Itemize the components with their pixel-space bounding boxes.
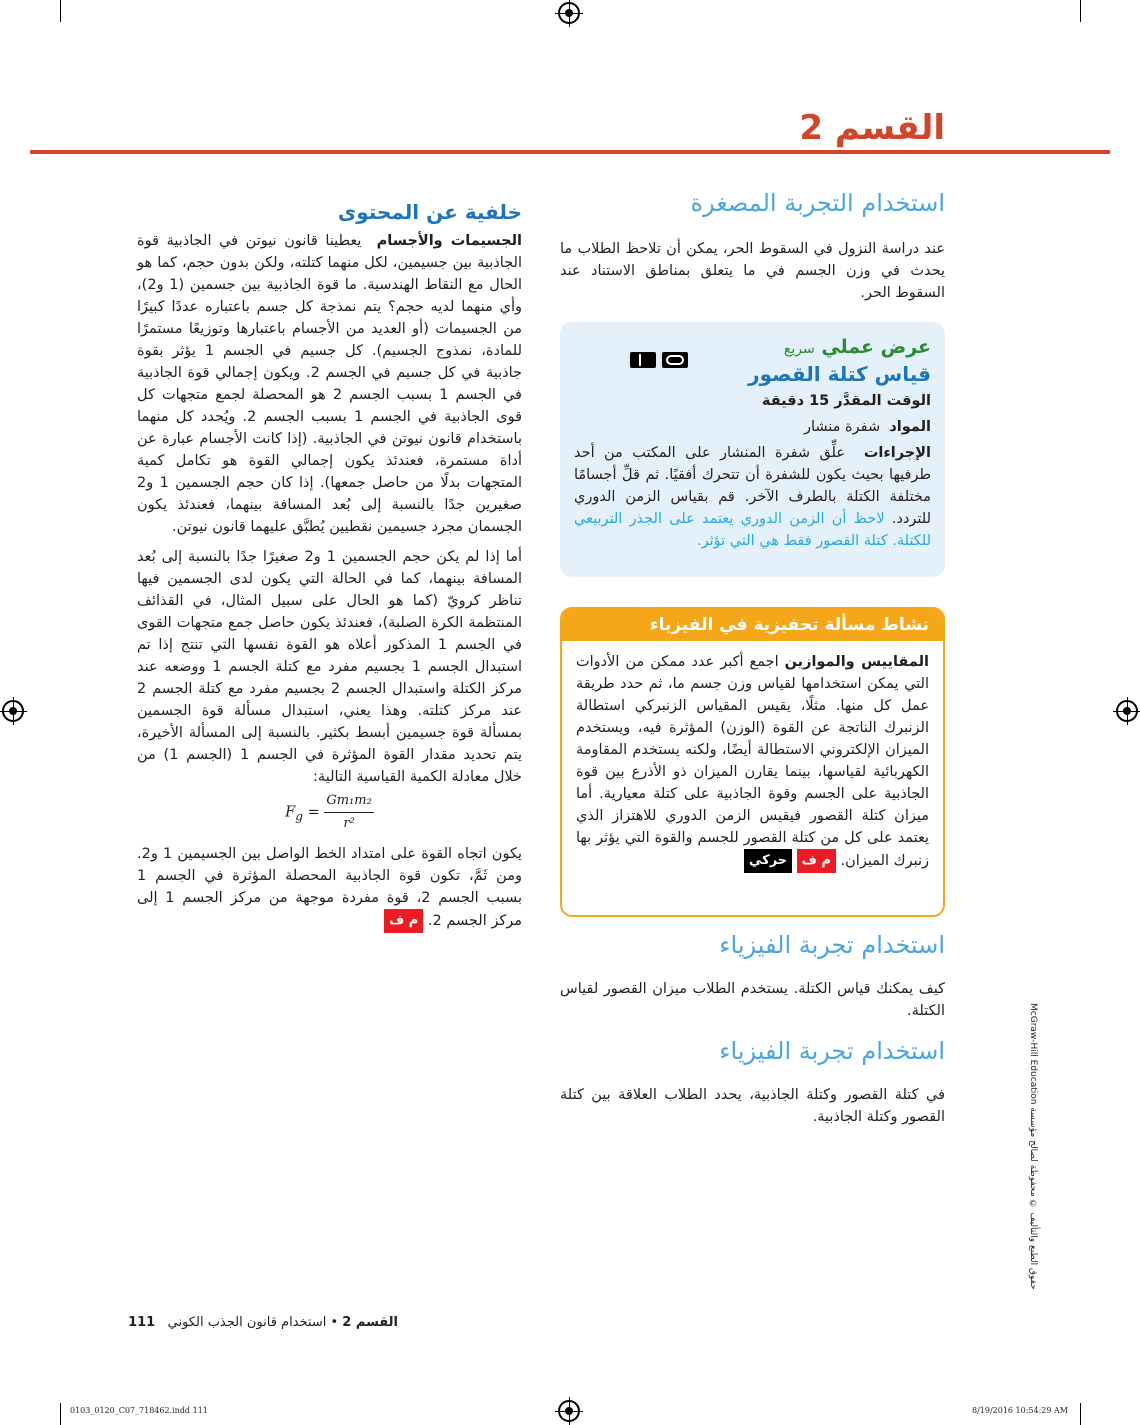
challenge-title: نشاط مسألة تحفيزية في الفيزياء — [562, 609, 943, 641]
file-slug: 0103_0120_C07_718462.indd 111 — [70, 1406, 208, 1415]
demo-icons — [630, 352, 688, 368]
quick-demo-box — [560, 322, 945, 577]
right-column-lower — [560, 930, 945, 1128]
right-column — [560, 188, 945, 304]
crop-mark — [1080, 1403, 1081, 1425]
physics-challenge-box — [560, 607, 945, 917]
section-title: استخدام التجربة المصغرة — [690, 189, 945, 217]
section-title: استخدام تجربة الفيزياء — [719, 931, 945, 959]
paragraph-term: الجسيمات والأجسام — [376, 233, 523, 249]
demo-materials: المواد شفرة منشار — [803, 419, 931, 435]
demo-title: قياس كتلة القصور — [748, 362, 931, 386]
section-text: كيف يمكنك قياس الكتلة. يستخدم الطلاب ميزان القصور لقياس الكتلة. — [560, 981, 945, 1019]
left-column — [137, 200, 522, 933]
challenge-term: المقاييس والموازين — [784, 654, 929, 670]
content-background-heading: خلفية عن المحتوى — [337, 200, 522, 224]
tag-kinesthetic: حركي — [744, 849, 792, 873]
section-text: عند دراسة النزول في السقوط الحر، يمكن أن تلاحظ الطلاب ما يحدث في وزن الجسم في ما يتعلق بمناطق الاستناد عند السقوط الحر. — [560, 241, 945, 301]
registration-mark-icon — [2, 700, 24, 722]
crop-mark — [60, 1403, 61, 1425]
challenge-text: اجمع أكبر عدد ممكن من الأدوات التي يمكن استخدامها لقياس وزن جسم ما، ثم حدد طريقة عمل كل منها. مثلًا، يقيس المقياس الزنبركي استطالة الزنبرك الناتجة عن القوة (الوزن) المؤثرة فيه، ويستخدم الميزان الإلكتروني الاستطالة أيضًا، ولكنه يستخدم المقاومة الكهربائية لقياسها، بينما يقارن الميزان ذو الأذرع بين قوة الجاذبية على الجسم وقوة الجاذبية على كتلة معيارية. أما ميزان كتلة القصور فيقيس الزمن الدوري للاهتزاز الذي يعتمد على كل من كتلة القصور للجسم والقوة التي يؤثر بها زنبرك الميزان. — [576, 654, 929, 869]
gravity-formula: $F_g$ = $\frac{\text{Gm₁m₂}}{\text{r²}}$ — [285, 790, 374, 835]
paragraph: أما إذا لم يكن حجم الجسمين 1 و2 صغيرًا جدًا بالنسبة إلى بُعد المسافة بينهما، كما في الحالة التي يكون لدى الجسمين فيها تناظر كرويّ (كما هو الحال على سبيل المثال، في القذائف المنتظمة الكرة الصلبة)، فعندئذ يكون حاصل جمع متجهات القوى في الجسم 1 المذكور أعلاه هو القوة نفسها التي تنتج إذا تم استبدال الجسم 1 بجسيم مفرد مع كتلة الجسم 1 ووضعه عند مركز الكتلة واستبدال الجسم 2 بجسيم مفرد مع كتلة الجسم 2 عند مركز كتلته. وهذا يعني، استبدال مسألة قوة الجسمين بمسألة قوة جسيمين أبسط بكثير. بالنسبة إلى المسألة الأخيرة، يتم تحديد مقدار القوة المؤثرة في الجسم 1 (الجسم 1) من خلال معادلة الكمية القياسية التالية: — [137, 549, 522, 785]
demo-kicker-small: سريع — [783, 341, 815, 357]
demo-procedure-note: لاحظ أن الزمن الدوري يعتمد على الجذر التربيعي للكتلة. كتلة القصور فقط هي التي تؤثر. — [574, 511, 931, 549]
crop-mark — [60, 0, 61, 22]
chapter-rule — [30, 150, 1110, 154]
registration-mark-icon — [558, 1400, 580, 1422]
tag-mf: م ف — [797, 849, 836, 873]
goggles-icon — [662, 352, 688, 368]
chapter-title: القسم 2 — [799, 108, 945, 148]
demo-kicker: عرض عملي سريع — [783, 336, 931, 358]
crop-mark — [1080, 0, 1081, 22]
paragraph: يكون اتجاه القوة على امتداد الخط الواصل بين الجسيمين 1 و2. ومن ثَمَّ، تكون قوة الجاذبية المحصلة المؤثرة في الجسم 1 بسبب الجسم 2، قوة مفردة موجهة من مركز الجسم 1 إلى مركز الجسم 2. م ف — [137, 843, 522, 933]
section-text: في كتلة القصور وكتلة الجاذبية، يحدد الطلاب العلاقة بين كتلة القصور وكتلة الجاذبية. — [560, 1087, 945, 1125]
tag-mf: م ف — [384, 909, 423, 933]
section-title: استخدام تجربة الفيزياء — [719, 1037, 945, 1065]
page-footer: القسم 2 • استخدام قانون الجذب الكوني 111 — [128, 1315, 398, 1330]
formula-line — [137, 790, 522, 835]
challenge-content — [562, 641, 943, 885]
demo-time: الوقت المقدَّر 15 دقيقة — [761, 393, 931, 409]
plant-icon — [630, 352, 656, 368]
registration-mark-icon — [558, 2, 580, 24]
page-number: 111 — [128, 1315, 156, 1330]
registration-mark-icon — [1116, 700, 1138, 722]
copyright-credit: حقوق الطبع والتأليف © محفوظة لصالح مؤسسة McGraw-Hill Education — [1028, 1003, 1038, 1290]
demo-procedure: الإجراءات علِّق شفرة المنشار على المكتب من أحد طرفيها بحيث يكون للشفرة أن تتحرك أفقيًا. ثم قلِّ أجسامًا مختلفة الكتلة بالطرف الآخر. قم بقياس الزمن الدوري للتردد. لاحظ أن الزمن الدوري يعتمد على الجذر التربيعي للكتلة. كتلة القصور فقط هي التي تؤثر. — [574, 445, 931, 549]
paragraph: الجسيمات والأجسام يعطينا قانون نيوتن في الجاذبية قوة الجاذبية بين جسيمين، لكل منهما كتلته، ولكن بدون حجم، كما هو الحال مع النقاط الهندسية. ما قوة الجاذبية بين جسمين (1 و2)، وأي منهما لديه حجم؟ يتم نمذجة كل جسم باعتباره عددًا كبيرًا من الجسيمات (أو العديد من الأجسام باعتبارها وتوزيعًا مستمرًا للمادة، نمذوج الجسيم). كل جسيم في الجسم 1 يؤثر بقوة جاذبية في كل جسيم في الجسم 2. ويكون إجمالي قوة الجاذبية في الجسم 1 بسبب الجسم 2 هو المحصلة لجمع متجهات كل قوى الجاذبية في الجسم 1 بسبب الجسم 2. ويُحدد كل منهما باستخدام قانون نيوتن في الجاذبية. (إذا كانت الأجسام عبارة عن أداة مستمرة، فعندئذ يكون إجمالي القوة هو تكامل كمية المتجهات بدلًا من حاصل جمعها). إذا كان حجم الجسمين 1 و2 صغيرين جدًا بالنسبة إلى بُعد المسافة بينهما، فعندئذ يكون الجسمان مجرد جسيمين نقطيين يُطبَّق عليهما قانون نيوتن. — [137, 233, 523, 535]
date-slug: 8/19/2016 10:54:29 AM — [971, 1406, 1068, 1415]
